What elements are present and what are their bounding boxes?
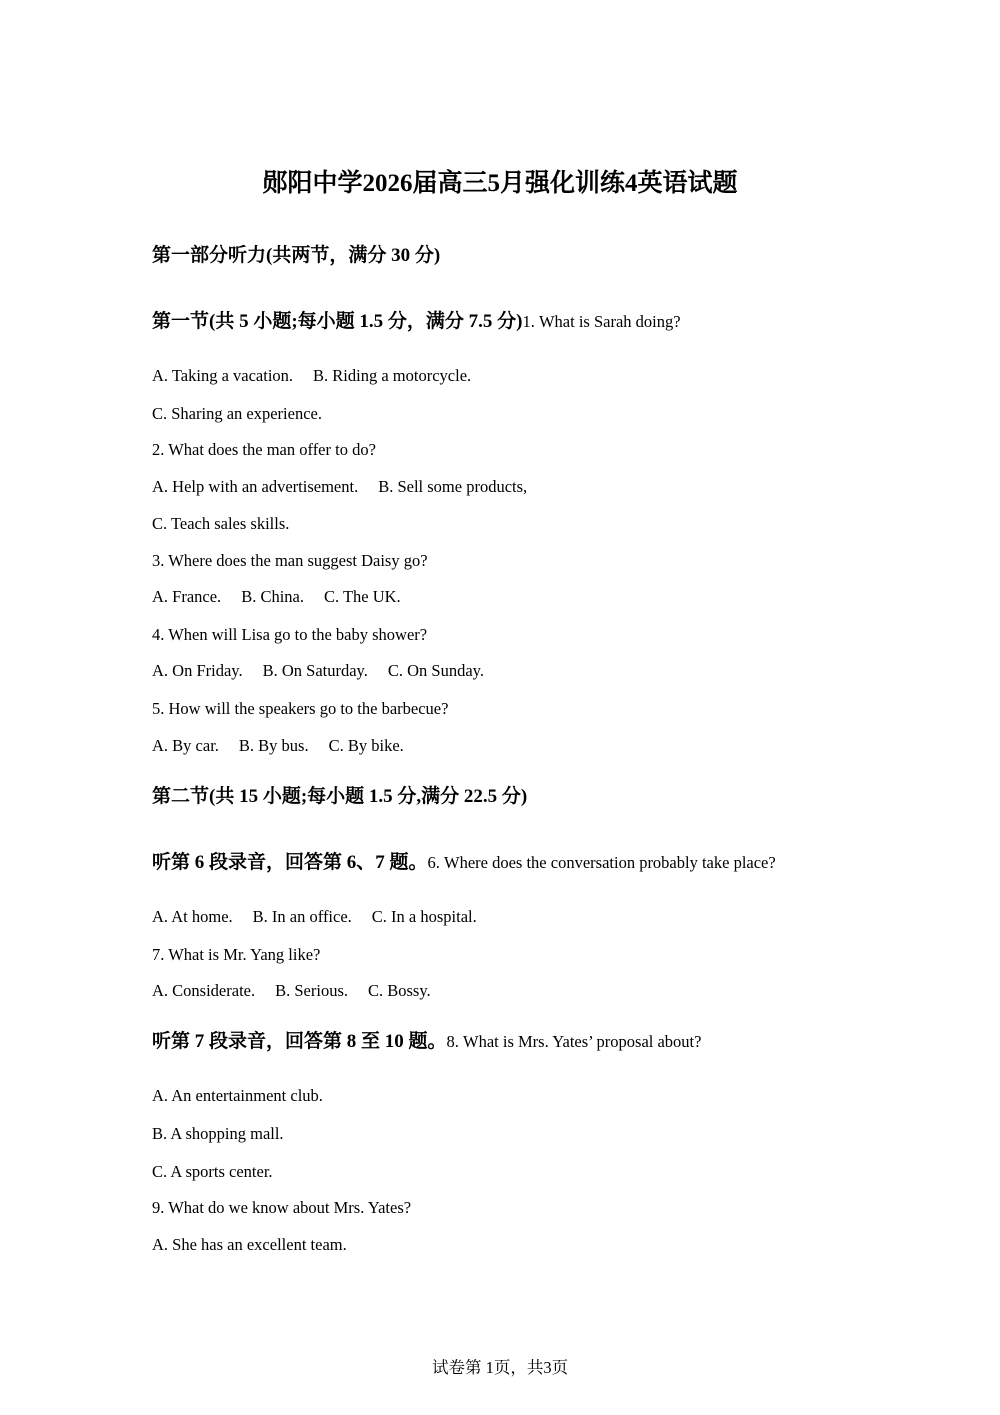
options-row-3 <box>152 585 952 609</box>
question-stem-8: 8. What is Mrs. Yates’ proposal about? <box>446 1032 702 1051</box>
question-stem-5: 5. How will the speakers go to the barbecue? <box>152 699 449 718</box>
page-title: 郧阳中学2026届高三5月强化训练4英语试题 <box>262 170 738 197</box>
question-stem-7: 7. What is Mr. Yang like? <box>152 945 321 964</box>
question-stem-1: 1. What is Sarah doing? <box>522 312 681 331</box>
option-4a: A. On Friday. <box>152 661 243 680</box>
question-stem-4: 4. When will Lisa go to the baby shower? <box>152 625 428 644</box>
option-5c: C. By bike. <box>328 736 404 755</box>
option-6a: A. At home. <box>152 907 233 926</box>
options-row-4 <box>152 659 952 683</box>
page-footer: 试卷第 1页，共3页 <box>431 1358 569 1377</box>
option-7c: C. Bossy. <box>368 981 431 1000</box>
passage7-heading-row <box>152 1030 952 1054</box>
section2-heading: 第二节(共 15 小题;每小题 1.5 分,满分 22.5 分) <box>152 786 528 807</box>
option-6c: C. In a hospital. <box>371 907 477 926</box>
option-3c: C. The UK. <box>323 587 401 606</box>
option-9a: A. She has an excellent team. <box>152 1235 347 1254</box>
option-5b: B. By bus. <box>238 736 309 755</box>
options-row-6 <box>152 905 952 929</box>
option-4b: B. On Saturday. <box>262 661 368 680</box>
option-2a: A. Help with an advertisement. <box>152 477 359 496</box>
question-stem-9: 9. What do we know about Mrs. Yates? <box>152 1198 412 1217</box>
option-1a: A. Taking a vacation. <box>152 366 294 385</box>
option-3a: A. France. <box>152 587 222 606</box>
options-row-1a <box>152 364 952 388</box>
question-stem-3: 3. Where does the man suggest Daisy go? <box>152 551 428 570</box>
passage7-heading: 听第 7 段录音，回答第 8 至 10 题。 <box>152 1031 447 1052</box>
question-stem-6: 6. Where does the conversation probably take place? <box>427 853 776 872</box>
options-row-2a <box>152 475 952 499</box>
option-2c: C. Teach sales skills. <box>152 514 290 533</box>
option-5a: A. By car. <box>152 736 219 755</box>
passage6-heading-row <box>152 851 952 875</box>
part1-heading: 第一部分听力(共两节，满分 30 分) <box>152 245 441 266</box>
options-row-7 <box>152 979 952 1003</box>
section1-heading: 第一节(共 5 小题;每小题 1.5 分，满分 7.5 分) <box>152 311 523 332</box>
options-row-5 <box>152 734 952 758</box>
question-stem-2: 2. What does the man offer to do? <box>152 440 376 459</box>
option-6b: B. In an office. <box>252 907 352 926</box>
option-2b: B. Sell some products, <box>378 477 528 496</box>
passage6-heading: 听第 6 段录音，回答第 6、7 题。 <box>152 852 428 873</box>
option-7b: B. Serious. <box>275 981 348 1000</box>
option-7a: A. Considerate. <box>152 981 256 1000</box>
option-3b: B. China. <box>241 587 304 606</box>
option-1c: C. Sharing an experience. <box>152 404 322 423</box>
option-8a: A. An entertainment club. <box>152 1086 323 1105</box>
option-1b: B. Riding a motorcycle. <box>313 366 472 385</box>
option-8c: C. A sports center. <box>152 1162 273 1181</box>
option-8b: B. A shopping mall. <box>152 1124 284 1143</box>
option-4c: C. On Sunday. <box>387 661 484 680</box>
section1-heading-row <box>152 310 952 334</box>
